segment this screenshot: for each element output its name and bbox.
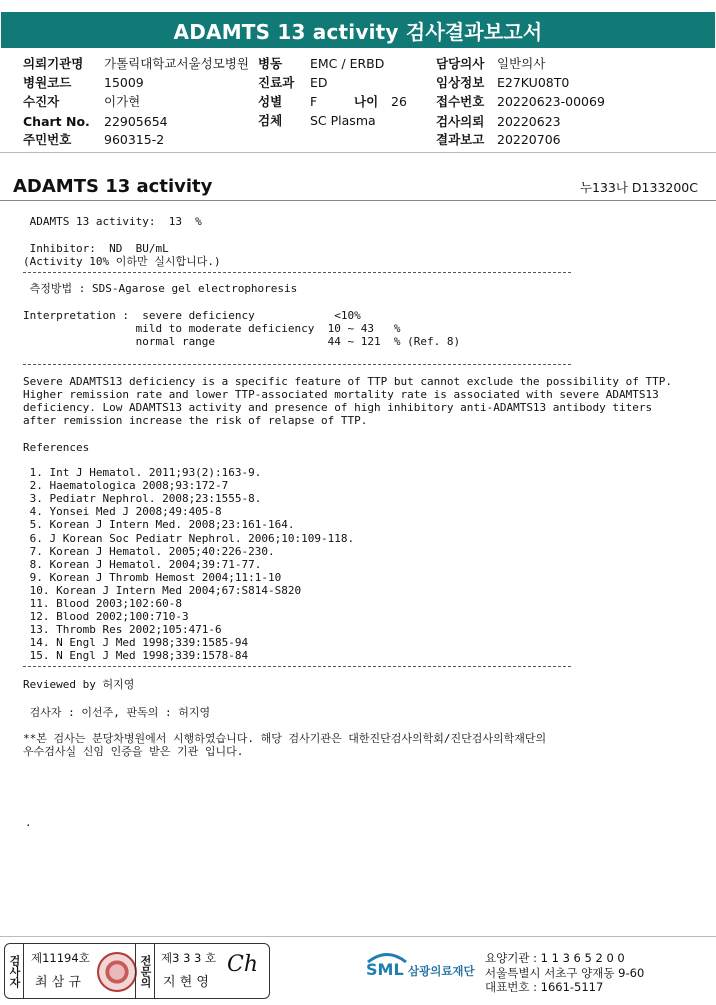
doctor-name: 지 현 영 <box>163 975 209 990</box>
reference-item: 8. Korean J Hematol. 2004;39:71-77. <box>23 557 262 571</box>
examiner-name: 최 삼 규 <box>35 975 81 990</box>
test-code: 누133나 D133200C <box>579 180 698 195</box>
org-address: 서울특별시 서초구 양재동 9-60 <box>485 966 645 980</box>
org-phone: 대표번호 : 1661-5117 <box>485 980 604 994</box>
dashed-divider <box>23 666 571 667</box>
interpretation-mild: mild to moderate deficiency 10 ~ 43 % <box>23 322 401 335</box>
info-row-receipt-no: 접수번호 20220623-00069 <box>436 94 605 109</box>
comment-line: after remission increase the risk of relapse of TTP. <box>23 414 368 427</box>
comment-line: deficiency. Low ADAMTS13 activity and presence of high inhibitory anti-ADAMTS13 antibody titers <box>23 401 653 414</box>
info-row-age: 나이 26 <box>354 94 407 109</box>
doctor-signature: Ch <box>227 952 259 977</box>
info-row-id-number: 주민번호 960315-2 <box>23 132 165 147</box>
info-row-request-date: 검사의뢰 20220623 <box>436 114 561 129</box>
info-row-hospital: 의뢰기관명 가톨릭대학교서울성모병원 <box>23 56 249 71</box>
comment-line: Severe ADAMTS13 deficiency is a specific feature of TTP but cannot exclude the possibility of TTP. <box>23 375 673 388</box>
lab-note: **본 검사는 분당차병원에서 시행하였습니다. 해당 검사기관은 대한진단검사의학회/진단검사의학재단의 <box>23 732 547 745</box>
report-title: ADAMTS 13 activity 검사결과보고서 <box>173 19 543 44</box>
reference-item: 11. Blood 2003;102:60-8 <box>23 597 182 610</box>
inhibitor-result: Inhibitor: ND BU/mL <box>23 242 169 255</box>
reference-item: 10. Korean J Intern Med 2004;67:S814-S820 <box>23 583 302 597</box>
inhibitor-note: (Activity 10% 이하만 실시합니다.) <box>23 255 221 268</box>
stray-dot: . <box>25 816 32 829</box>
comment-line: Higher remission rate and lower TTP-associated mortality rate is associated with severe ADAMTS13 <box>23 388 659 401</box>
reference-item: 1. Int J Hematol. 2011;93(2):163-9. <box>23 466 262 479</box>
header-divider <box>0 152 716 153</box>
reference-item: 5. Korean J Intern Med. 2008;23:161-164. <box>23 518 295 532</box>
doctor-license: 제3 3 3 호 <box>161 951 217 965</box>
examiner-line: 검사자 : 이선주, 판독의 : 허지영 <box>23 706 211 719</box>
info-row-report-date: 결과보고 20220706 <box>436 132 561 147</box>
info-row-department: 진료과 ED <box>258 75 328 90</box>
reference-item: 9. Korean J Thromb Hemost 2004;11:1-10 <box>23 570 282 584</box>
dashed-divider <box>23 272 571 273</box>
references-heading: References <box>23 441 90 454</box>
info-row-hospital-code: 병원코드 15009 <box>23 75 144 90</box>
reviewed-by: Reviewed by 허지영 <box>23 678 135 691</box>
reference-item: 4. Yonsei Med J 2008;49:405-8 <box>23 505 222 519</box>
report-title-banner <box>1 12 715 48</box>
reference-item: 7. Korean J Hematol. 2005;40:226-230. <box>23 544 275 558</box>
reference-item: 2. Haematologica 2008;93:172-7 <box>23 479 229 493</box>
method-line: 측정방법 : SDS-Agarose gel electrophoresis <box>23 282 298 295</box>
reference-item: 12. Blood 2002;100:710-3 <box>23 610 189 624</box>
info-row-specimen: 검체 SC Plasma <box>258 113 376 128</box>
org-name: 삼광의료재단 <box>408 964 475 978</box>
examiner-license: 제11194호 <box>31 951 90 965</box>
signature-box <box>4 943 270 999</box>
reference-item: 6. J Korean Soc Pediatr Nephrol. 2006;10:109-118. <box>23 531 355 545</box>
dashed-divider <box>23 364 571 365</box>
doctor-cell-label: 전문의 <box>135 944 155 998</box>
info-row-patient: 수진자 이가현 <box>23 94 141 109</box>
footer-divider <box>0 936 716 937</box>
info-row-chart-no: Chart No. 22905654 <box>23 114 168 129</box>
org-code: 요양기관 : 1 1 3 6 5 2 0 0 <box>485 951 625 965</box>
info-row-doctor: 담당의사 일반의사 <box>436 56 546 71</box>
info-row-clinical-info: 임상정보 E27KU08T0 <box>436 75 570 90</box>
reference-item: 15. N Engl J Med 1998;339:1578-84 <box>23 649 249 663</box>
section-title: ADAMTS 13 activity <box>13 176 213 197</box>
sml-logo <box>366 948 475 979</box>
logo-text: SML <box>366 960 404 979</box>
examiner-seal-icon <box>97 952 137 992</box>
interpretation-normal: normal range 44 ~ 121 % (Ref. 8) <box>23 335 461 348</box>
lab-note: 우수검사실 신임 인증을 받은 기관 입니다. <box>23 745 244 758</box>
reference-item: 13. Thromb Res 2002;105:471-6 <box>23 623 222 637</box>
info-row-sex: 성별 F <box>258 94 318 109</box>
reference-item: 3. Pediatr Nephrol. 2008;23:1555-8. <box>23 492 262 506</box>
section-divider <box>0 200 716 201</box>
activity-result: ADAMTS 13 activity: 13 % <box>23 215 202 228</box>
interpretation-severe: Interpretation : severe deficiency <10% <box>23 309 361 322</box>
info-row-ward: 병동 EMC / ERBD <box>258 56 385 71</box>
examiner-cell-label: 검사자 <box>5 944 24 998</box>
reference-item: 14. N Engl J Med 1998;339:1585-94 <box>23 636 249 650</box>
